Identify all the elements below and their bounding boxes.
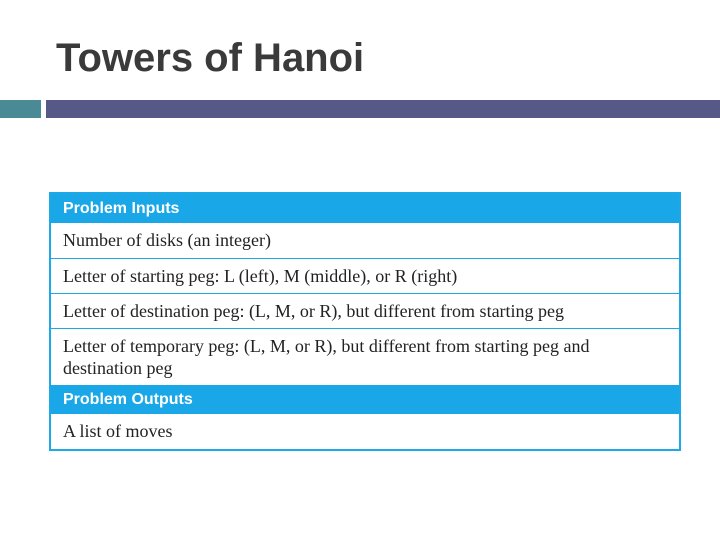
problem-outputs-header: Problem Outputs: [51, 385, 679, 414]
problem-inputs-header: Problem Inputs: [51, 194, 679, 223]
slide-title: Towers of Hanoi: [56, 36, 365, 80]
input-row-temporary-peg: Letter of temporary peg: (L, M, or R), but different from starting peg and destination peg: [51, 328, 679, 385]
problem-io-table: [49, 192, 681, 451]
input-row-destination-peg: Letter of destination peg: (L, M, or R), but different from starting peg: [51, 293, 679, 328]
accent-bar-left: [0, 100, 41, 118]
input-row-starting-peg: Letter of starting peg: L (left), M (middle), or R (right): [51, 258, 679, 293]
output-row-list-of-moves: A list of moves: [63, 421, 173, 441]
input-row-number-of-disks: Number of disks (an integer): [63, 230, 271, 250]
accent-bar-right: [46, 100, 720, 118]
